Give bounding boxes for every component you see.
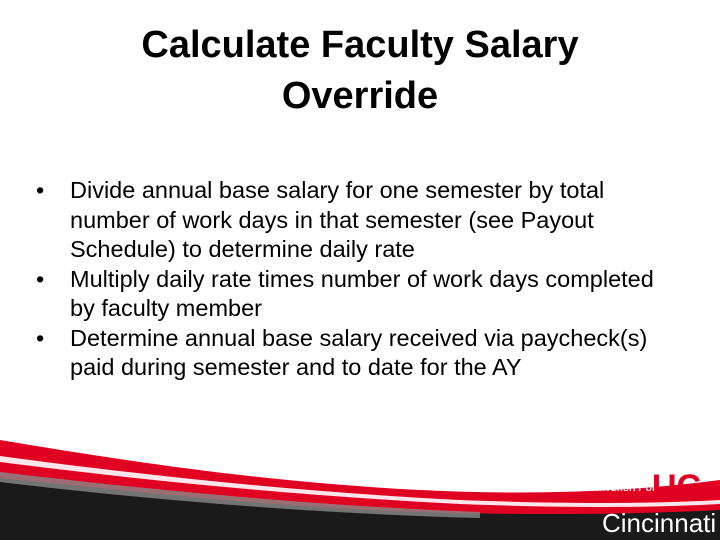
bullet-list	[36, 176, 676, 383]
bullet-item	[36, 324, 676, 383]
logo-monogram: UC	[652, 468, 702, 506]
title-line-2: Override	[281, 75, 439, 117]
bullet-marker: •	[36, 265, 45, 292]
bullet-text: Divide annual base salary for one semester by total number of work days in that semester (see Payout Schedule) to determine daily rate	[70, 177, 605, 262]
bullet-marker: •	[36, 324, 45, 351]
bullet-text: Determine annual base salary received via paycheck(s) paid during semester and to date for the AY	[70, 324, 648, 380]
title-line-1: Calculate Faculty Salary	[141, 24, 579, 66]
bullet-item	[36, 265, 676, 324]
footer-swoosh-art	[0, 420, 720, 540]
logo-cincinnati: Cincinnati	[602, 508, 717, 538]
bullet-item	[36, 176, 676, 265]
slide-title	[60, 20, 660, 122]
bullet-marker: •	[36, 177, 45, 203]
logo-university-of: UNIVERSITY OF	[590, 484, 658, 493]
bullet-text: Multiply daily rate times number of work days completed by faculty member	[70, 265, 654, 321]
